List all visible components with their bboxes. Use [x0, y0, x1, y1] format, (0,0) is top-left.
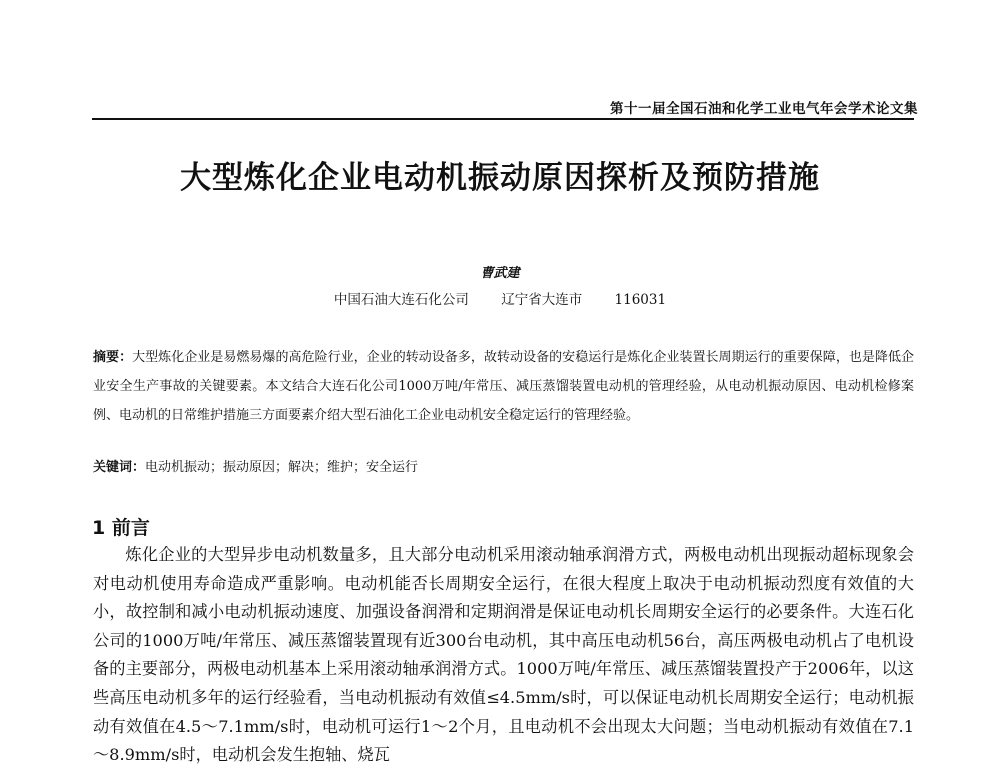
keywords: [93, 457, 914, 479]
author-name: 曹武建: [480, 266, 520, 281]
running-header: 第十一届全国石油和化学工业电气年会学术论文集: [610, 101, 918, 117]
body-paragraph: 炼化企业的大型异步电动机数量多，且大部分电动机采用滚动轴承润滑方式，两极电动机出现振动超标现象会对电动机使用寿命造成严重影响。电动机能否长周期安全运行，在很大程度上取决于电动机振动烈度有效值的大小，故控制和减小电动机振动速度、加强设备润滑和定期润滑是保证电动机长周期安全运行的必要条件。大连石化公司的1000万吨/年常压、减压蒸馏装置现有近300台电动机，其中高压电动机56台，高压两极电动机占了电机设备的主要部分，两极电动机基本上采用滚动轴承润滑方式。1000万吨/年常压、减压蒸馏装置投产于2006年，以这些高压电动机多年的运行经验看，当电动机振动有效值≤4.5mm/s时，可以保证电动机长周期安全运行；电动机振动有效值在4.5～7.1mm/s时，电动机可运行1～2个月，且电动机不会出现太大问题；当电动机振动有效值在7.1～8.9mm/s时，电动机会发生抱轴、烧瓦: [93, 545, 914, 765]
affiliation-postcode: 116031: [614, 292, 667, 308]
affiliation-location: 辽宁省大连市: [501, 292, 583, 308]
abstract-text: 大型炼化企业是易燃易爆的高危险行业，企业的转动设备多，故转动设备的安稳运行是炼化企业装置长周期运行的重要保障，也是降低企业安全生产事故的关键要素。本文结合大连石化公司1000万吨/年常压、减压蒸馏装置电动机的管理经验，从电动机振动原因、电动机检修案例、电动机的日常维护措施三方面要素介绍大型石油化工企业电动机安全稳定运行的管理经验。: [93, 350, 914, 423]
keywords-label: 关键词：: [93, 460, 146, 475]
abstract-label: 摘要：: [93, 350, 133, 365]
paper-title: 大型炼化企业电动机振动原因探析及预防措施: [180, 160, 820, 196]
keywords-text: 电动机振动；振动原因；解决；维护；安全运行: [145, 460, 419, 475]
abstract: [93, 343, 914, 430]
affiliation: [0, 288, 1000, 308]
header-rule: [92, 118, 914, 120]
affiliation-organization: 中国石油大连石化公司: [333, 292, 469, 308]
section-heading: 1 前言: [92, 517, 150, 539]
